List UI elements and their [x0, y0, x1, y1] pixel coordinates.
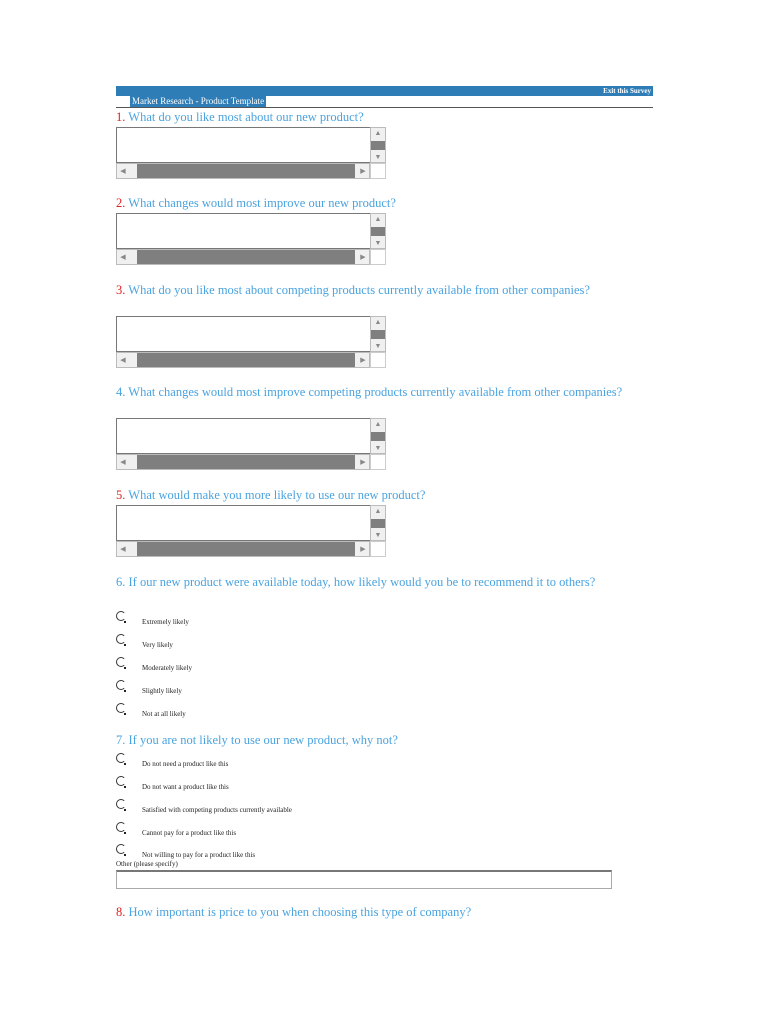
other-specify-input[interactable] [116, 870, 612, 889]
exit-survey-link[interactable]: Exit this Survey [603, 87, 651, 95]
header-bar [116, 86, 653, 96]
question-number: 6. [116, 575, 126, 589]
question-8 [116, 904, 656, 920]
question-6 [116, 574, 656, 590]
scroll-up-arrow-icon[interactable]: ▲ [374, 420, 382, 428]
scroll-down-arrow-icon[interactable]: ▼ [374, 239, 382, 247]
question-text: If our new product were available today, how likely would you be to recommend it to others? [125, 575, 596, 589]
radio-dot [124, 832, 126, 834]
textarea-field[interactable] [116, 505, 371, 541]
scroll-thumb[interactable] [137, 164, 355, 178]
question-3 [116, 282, 656, 298]
radio-button[interactable] [116, 844, 126, 854]
radio-label: Do not want a product like this [142, 783, 229, 791]
horizontal-scrollbar[interactable] [116, 352, 370, 368]
radio-label: Not willing to pay for a product like this [142, 851, 256, 859]
scroll-up-arrow-icon[interactable]: ▲ [374, 129, 382, 137]
scroll-corner [370, 454, 386, 470]
radio-button[interactable] [116, 634, 126, 644]
radio-dot [124, 854, 126, 856]
scroll-corner [370, 352, 386, 368]
horizontal-scrollbar[interactable] [116, 163, 370, 179]
question-number: 4. [116, 385, 126, 399]
radio-dot [124, 644, 126, 646]
scroll-down-arrow-icon[interactable]: ▼ [374, 444, 382, 452]
radio-label: Extremely likely [142, 618, 189, 626]
scroll-down-arrow-icon[interactable]: ▼ [374, 153, 382, 161]
radio-label: Cannot pay for a product like this [142, 829, 237, 837]
answer-textarea-5[interactable] [116, 505, 386, 557]
scroll-left-arrow-icon[interactable]: ◀ [120, 545, 126, 553]
question-1 [116, 109, 656, 125]
radio-dot [124, 809, 126, 811]
radio-dot [124, 621, 126, 623]
horizontal-scrollbar[interactable] [116, 249, 370, 265]
answer-textarea-1[interactable] [116, 127, 386, 179]
other-specify-label: Other (please specify) [116, 860, 178, 868]
answer-textarea-3[interactable] [116, 316, 386, 368]
horizontal-scrollbar[interactable] [116, 454, 370, 470]
scroll-down-arrow-icon[interactable]: ▼ [374, 531, 382, 539]
scroll-thumb[interactable] [137, 455, 355, 469]
question-number: 7. [116, 733, 126, 747]
scroll-left-arrow-icon[interactable]: ◀ [120, 458, 126, 466]
radio-button[interactable] [116, 776, 126, 786]
radio-label: Satisfied with competing products currently available [142, 806, 292, 814]
scroll-corner [370, 541, 386, 557]
vertical-scrollbar[interactable] [370, 418, 386, 454]
radio-dot [124, 786, 126, 788]
scroll-thumb[interactable] [371, 432, 385, 441]
textarea-field[interactable] [116, 213, 371, 249]
vertical-scrollbar[interactable] [370, 505, 386, 541]
scroll-right-arrow-icon[interactable]: ▶ [360, 356, 366, 364]
scroll-right-arrow-icon[interactable]: ▶ [360, 545, 366, 553]
scroll-left-arrow-icon[interactable]: ◀ [120, 356, 126, 364]
scroll-thumb[interactable] [371, 519, 385, 528]
question-text: How important is price to you when choosing this type of company? [125, 905, 472, 919]
question-2 [116, 195, 656, 211]
survey-title: Market Research - Product Template [132, 96, 265, 106]
radio-label: Moderately likely [142, 664, 192, 672]
question-text: If you are not likely to use our new product, why not? [125, 733, 398, 747]
radio-label: Slightly likely [142, 687, 182, 695]
question-number: 8. [116, 905, 126, 919]
radio-button[interactable] [116, 611, 126, 621]
radio-dot [124, 713, 126, 715]
vertical-scrollbar[interactable] [370, 213, 386, 249]
scroll-corner [370, 163, 386, 179]
horizontal-scrollbar[interactable] [116, 541, 370, 557]
radio-label: Very likely [142, 641, 173, 649]
scroll-up-arrow-icon[interactable]: ▲ [374, 318, 382, 326]
question-text: What do you like most about competing products currently available from other companies? [125, 283, 590, 297]
radio-dot [124, 763, 126, 765]
radio-button[interactable] [116, 680, 126, 690]
radio-button[interactable] [116, 822, 126, 832]
scroll-down-arrow-icon[interactable]: ▼ [374, 342, 382, 350]
question-number: 5. [116, 488, 126, 502]
question-text: What would make you more likely to use our new product? [125, 488, 426, 502]
scroll-up-arrow-icon[interactable]: ▲ [374, 507, 382, 515]
scroll-right-arrow-icon[interactable]: ▶ [360, 167, 366, 175]
question-7 [116, 732, 656, 748]
scroll-thumb[interactable] [371, 330, 385, 339]
title-divider [116, 107, 653, 108]
radio-button[interactable] [116, 753, 126, 763]
scroll-thumb[interactable] [137, 353, 355, 367]
scroll-left-arrow-icon[interactable]: ◀ [120, 253, 126, 261]
radio-button[interactable] [116, 703, 126, 713]
textarea-field[interactable] [116, 316, 371, 352]
scroll-thumb[interactable] [137, 542, 355, 556]
radio-dot [124, 667, 126, 669]
radio-label: Do not need a product like this [142, 760, 229, 768]
scroll-thumb[interactable] [371, 227, 385, 236]
radio-button[interactable] [116, 799, 126, 809]
question-text: What changes would most improve our new product? [125, 196, 396, 210]
question-number: 1. [116, 110, 126, 124]
textarea-field[interactable] [116, 127, 371, 163]
scroll-right-arrow-icon[interactable]: ▶ [360, 458, 366, 466]
question-text: What changes would most improve competing products currently available from other companies? [125, 385, 623, 399]
scroll-thumb[interactable] [371, 141, 385, 150]
answer-textarea-2[interactable] [116, 213, 386, 265]
question-4 [116, 384, 656, 400]
vertical-scrollbar[interactable] [370, 316, 386, 352]
textarea-field[interactable] [116, 418, 371, 454]
scroll-up-arrow-icon[interactable]: ▲ [374, 215, 382, 223]
scroll-left-arrow-icon[interactable]: ◀ [120, 167, 126, 175]
question-number: 3. [116, 283, 126, 297]
question-number: 2. [116, 196, 126, 210]
scroll-thumb[interactable] [137, 250, 355, 264]
question-5 [116, 487, 656, 503]
question-text: What do you like most about our new product? [125, 110, 364, 124]
answer-textarea-4[interactable] [116, 418, 386, 470]
vertical-scrollbar[interactable] [370, 127, 386, 163]
scroll-corner [370, 249, 386, 265]
radio-label: Not at all likely [142, 710, 186, 718]
scroll-right-arrow-icon[interactable]: ▶ [360, 253, 366, 261]
radio-button[interactable] [116, 657, 126, 667]
radio-dot [124, 690, 126, 692]
